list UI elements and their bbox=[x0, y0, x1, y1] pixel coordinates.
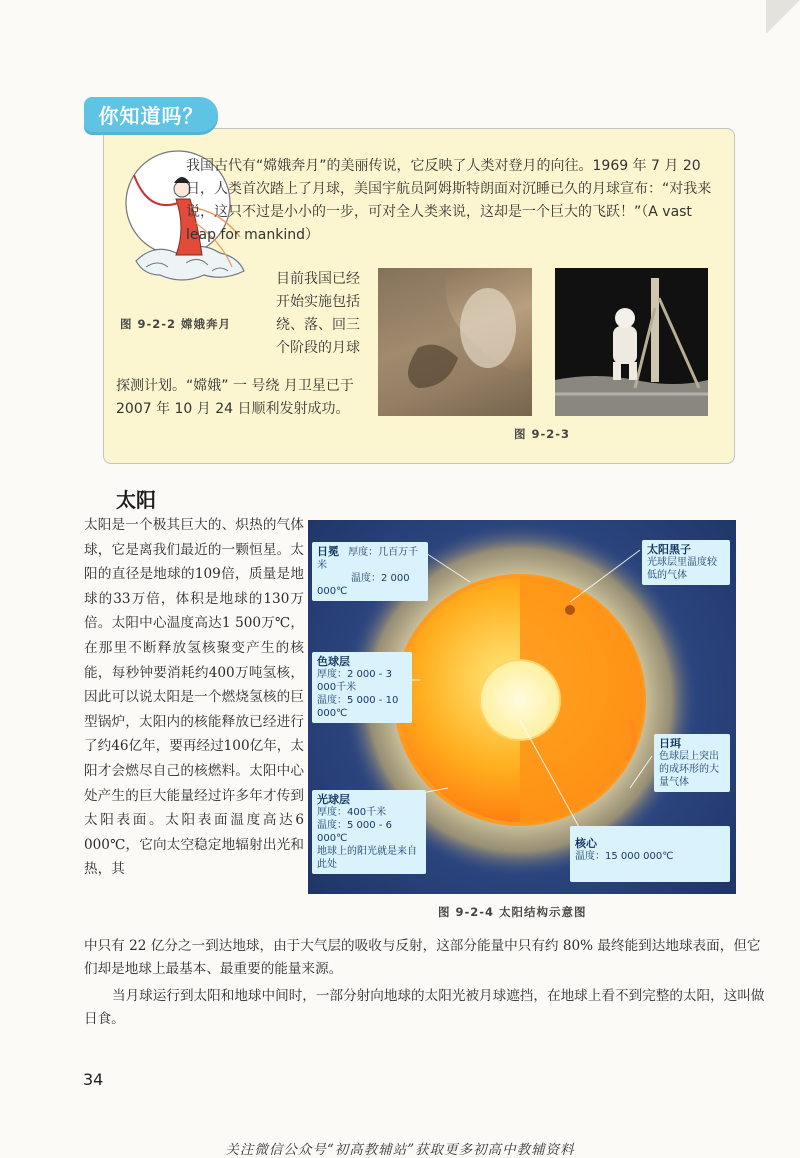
sunspot-label: 太阳黑子 光球层里温度较 低的气体 bbox=[642, 540, 730, 585]
change-program-paragraph-part2: 探测计划。“嫦娥” 一 号绕 月卫星已于 2007 年 10 月 24 日顺利发射成功。 bbox=[116, 378, 354, 417]
figure-9-2-2-caption: 图 9-2-2 嫦娥奔月 bbox=[120, 317, 232, 331]
page-number: 34 bbox=[83, 1070, 104, 1089]
page-corner-fold bbox=[766, 0, 800, 34]
section-title: 太阳 bbox=[116, 488, 156, 512]
figure-9-2-3-caption: 图 9-2-3 bbox=[514, 427, 571, 441]
sun-body-text-column: 太阳是一个极其巨大的、炽热的气体球，它是离我们最近的一颗恒星。太阳的直径是地球的109倍，质量是地球的33万倍，体积是地球的130万倍。太阳中心温度高达1 500万℃，在那里不断释放氢核聚变产生的核能，每秒钟要消耗约400万吨氢核，因此可以说太阳是一个燃烧氢核的巨型锅炉，太阳内的核能释放已经进行了约46亿年，要再经过100亿年，太阳才会燃尽自己的核燃料。太阳中心处产生的巨大能量经过许多年才传到太阳表面。太阳表面温度高达6 000℃，它向太空稳定地辐射出光和热，其 bbox=[84, 517, 304, 878]
sun-structure-figure bbox=[308, 520, 736, 894]
sun-body-text-continued: 中只有 22 亿分之一到达地球，由于大气层的吸收与反射，这部分能量中只有约 80% 最终能到达地球表面，但它们却是地球上最基本、最重要的能量来源。 bbox=[84, 938, 761, 977]
solar-eclipse-paragraph: 当月球运行到太阳和地球中间时，一部分射向地球的太阳光被月球遮挡，在地球上看不到完整的太阳，这叫做日食。 bbox=[84, 988, 765, 1027]
change-program-paragraph-part1: 目前我国已经开始实施包括绕、落、回三个阶段的月球 bbox=[276, 271, 360, 356]
prominence-label: 日珥 色球层上突出 的成环形的大 量气体 bbox=[654, 734, 730, 792]
corona-label: 日冕 厚度：几百万千米 温度：2 000 000℃ bbox=[312, 542, 428, 601]
chromosphere-label: 色球层 厚度：2 000 - 3 000千米 温度：5 000 - 10 000℃ bbox=[312, 652, 412, 723]
apollo-paragraph: 我国古代有“嫦娥奔月”的美丽传说，它反映了人类对登月的向往。1969 年 7 月 20 日，人类首次踏上了月球，美国宇航员阿姆斯特朗面对沉睡已久的月球宣布：“对我来说，这只不过是小小的一步，可对全人类来说，这却是一个巨大的飞跃！”（A vast leap for mankind） bbox=[186, 158, 712, 243]
photosphere-label: 光球层 厚度：400千米 温度：5 000 - 6 000℃ 地球上的阳光就是来自此处 bbox=[312, 790, 426, 874]
did-you-know-badge: 你知道吗？ bbox=[84, 97, 218, 135]
astronaut-on-moon-photo bbox=[555, 268, 708, 416]
moon-footprint-photo bbox=[378, 268, 532, 416]
core-label: 核心 温度：15 000 000℃ bbox=[570, 826, 730, 882]
figure-9-2-4-caption: 图 9-2-4 太阳结构示意图 bbox=[438, 905, 587, 919]
footer-watermark-text: 关注微信公众号“初高教辅站”获取更多初高中教辅资料 bbox=[225, 1142, 575, 1158]
